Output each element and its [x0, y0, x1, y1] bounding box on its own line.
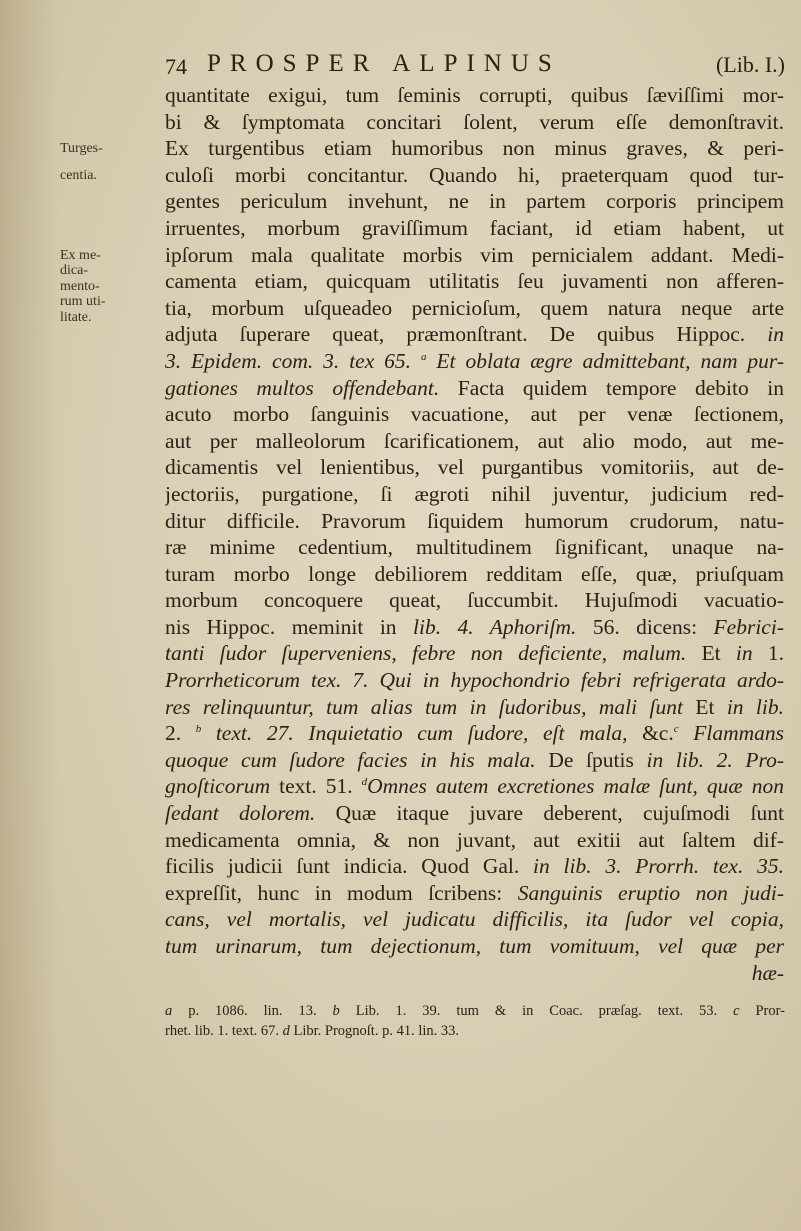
text-segment: 56. dicens:	[576, 614, 714, 639]
body-line	[165, 773, 784, 800]
text-segment: Libr. Prognoſt. p. 41. lin. 33.	[289, 1023, 460, 1039]
body-line	[165, 428, 784, 455]
text-segment: bi & ſymptomata concitari ſolent, verum eſſe demonſtravit.	[165, 109, 784, 134]
text-segment: p. 1086. lin. 13.	[172, 1003, 333, 1019]
body-line	[165, 853, 784, 880]
text-segment: lib. 4. Aphoriſm.	[413, 614, 577, 639]
text-segment: a	[165, 1003, 173, 1019]
margin-note	[60, 141, 103, 194]
text-segment: ipſorum mala qualitate morbis vim pernicialem addant. Medi-	[165, 242, 784, 267]
body-line	[165, 348, 784, 375]
text-segment: ræ minime cedentium, multitudinem ſignificant, unaque na-	[165, 535, 784, 560]
text-segment: Omnes autem excretiones malæ ſunt, quæ non	[367, 774, 784, 799]
text-segment: irruentes, morbum graviſſimum faciant, id etiam habent, ut	[165, 215, 784, 240]
running-header	[165, 50, 785, 80]
footnote-marker: c	[673, 723, 679, 736]
body-line	[165, 242, 784, 269]
text-segment: Facta quidem tempore debito in	[439, 375, 784, 400]
margin-note-line: mento-	[60, 278, 100, 294]
text-segment: ſedant dolorem.	[165, 801, 316, 826]
text-segment: morbum concoquere queat, ſuccumbit. Hujuſmodi vacuatio-	[165, 588, 784, 613]
page-shadow	[0, 0, 60, 1231]
page-number: 74	[165, 54, 187, 79]
text-segment: c	[733, 1003, 740, 1019]
text-segment: tia, morbum uſqueadeo pernicioſum, quem natura neque arte	[165, 295, 784, 320]
body-line	[165, 188, 784, 215]
body-line	[165, 375, 784, 402]
body-line	[165, 162, 784, 189]
text-segment: Flammans	[678, 721, 784, 746]
body-line	[165, 827, 784, 854]
text-segment: &c.	[627, 721, 674, 746]
body-line	[165, 295, 784, 322]
text-segment: gationes multos offendebant.	[165, 375, 440, 400]
footnote-line	[165, 1021, 785, 1041]
text-segment: dicamentis vel lenientibus, vel purgantibus vomitoriis, aut de-	[165, 455, 784, 480]
text-segment: ficilis judicii ſunt indicia. Quod Gal.	[165, 854, 534, 879]
margin-note-line: rum uti-	[60, 294, 106, 310]
text-segment: camenta etiam, quicquam utilitatis ſeu juvamenti non afferen-	[165, 269, 784, 294]
text-segment: aut per malleolorum ſcarificationem, aut alio modo, aut me-	[165, 428, 784, 453]
margin-note-line: litate.	[60, 309, 92, 325]
text-segment: Sanguinis eruptio non judi-	[517, 880, 784, 905]
text-segment: Lib. 1. 39. tum & in Coac. præſag. text. 53.	[339, 1003, 734, 1019]
book-reference: (Lib. I.)	[715, 52, 785, 77]
text-segment: Quæ itaque juvare deberent, cujuſmodi ſunt	[315, 801, 784, 826]
text-segment: in	[767, 322, 784, 347]
body-line	[165, 587, 784, 614]
body-text	[165, 82, 784, 986]
body-line	[165, 694, 784, 721]
text-segment: gentes periculum invehunt, ne in partem corporis principem	[165, 189, 784, 214]
text-segment: tanti ſudor ſuperveniens, febre non deficiente, malum.	[165, 641, 687, 666]
body-line	[165, 960, 784, 987]
margin-note-line: dica-	[60, 263, 88, 279]
text-segment: Pror-	[739, 1003, 785, 1019]
body-line	[165, 906, 784, 933]
text-segment: 1.	[752, 641, 784, 666]
text-segment: quantitate exigui, tum ſeminis corrupti, quibus ſæviſſimi mor-	[165, 83, 784, 107]
body-line	[165, 933, 784, 960]
body-line	[165, 268, 784, 295]
text-segment: gnoſticorum	[165, 774, 271, 799]
margin-note	[60, 248, 106, 326]
body-line	[165, 454, 784, 481]
text-segment: medicamenta omnia, & non juvant, aut exitii aut ſaltem dif-	[165, 827, 784, 852]
body-line	[165, 534, 784, 561]
text-segment: nis Hippoc. meminit in	[165, 614, 414, 639]
text-segment: tum urinarum, tum dejectionum, tum vomituum, vel quæ per	[165, 934, 784, 958]
text-segment: cans, vel mortalis, vel judicatu difficilis, ita ſudor vel copia,	[165, 907, 784, 932]
footnote-marker: d	[361, 776, 368, 789]
text-segment: Febrici-	[713, 614, 784, 639]
body-line	[165, 614, 784, 641]
text-segment: acuto morbo ſanguinis vacuatione, aut per venæ ſectionem,	[165, 402, 784, 427]
text-segment: expreſſit, hunc in modum ſcribens:	[165, 880, 518, 905]
text-segment: text. 51.	[270, 774, 362, 799]
body-line	[165, 667, 784, 694]
body-line	[165, 720, 784, 747]
body-line	[165, 640, 784, 667]
body-line	[165, 481, 784, 508]
text-segment: in lib.	[726, 694, 784, 719]
text-segment: in	[735, 641, 753, 666]
body-line	[165, 800, 784, 827]
margin-note-line: Ex me-	[60, 247, 101, 263]
text-segment: in lib. 2. Pro-	[646, 747, 784, 772]
body-line	[165, 135, 784, 162]
running-title: PROSPER ALPINUS	[207, 50, 561, 77]
text-segment: turam morbo longe debiliorem redditam eſſe, quæ, priuſquam	[165, 561, 784, 586]
margin-note-line: centia.	[60, 167, 97, 183]
footnote-line	[165, 1001, 785, 1021]
text-segment: 3. Epidem. com. 3. tex 65.	[165, 348, 421, 373]
text-segment: 2.	[165, 721, 196, 746]
body-line	[165, 880, 784, 907]
text-segment: hæ-	[751, 960, 784, 985]
text-segment: De ſputis	[535, 747, 647, 772]
text-segment: adjuta ſuperare queat, præmonſtrant. De quibus Hippoc.	[165, 322, 768, 347]
text-segment: culoſi morbi concitantur. Quando hi, praeterquam quod tur-	[165, 162, 784, 187]
text-segment: Ex turgentibus etiam humoribus non minus graves, & peri-	[165, 136, 784, 161]
text-segment: Et	[682, 694, 727, 719]
body-line	[165, 82, 784, 109]
body-line	[165, 747, 784, 774]
body-line	[165, 561, 784, 588]
text-segment: Et oblata ægre admittebant, nam pur-	[426, 348, 784, 373]
text-segment: text. 27. Inquietatio cum ſudore, eſt mala,	[201, 721, 628, 746]
text-segment: jectoriis, purgatione, ſi ægroti nihil juventur, judicium red-	[165, 481, 784, 506]
text-segment: d	[282, 1023, 290, 1039]
footnote-marker: a	[420, 350, 427, 363]
body-line	[165, 215, 784, 242]
footnote-marker: b	[195, 723, 202, 736]
text-segment: Et	[686, 641, 736, 666]
text-segment: ditur difficile. Pravorum ſiquidem humorum crudorum, natu-	[165, 508, 784, 533]
text-segment: b	[332, 1003, 340, 1019]
body-line	[165, 401, 784, 428]
text-segment: quoque cum ſudore facies in his mala.	[165, 747, 536, 772]
body-line	[165, 321, 784, 348]
margin-note-line: Turges-	[60, 141, 103, 157]
text-segment: in lib. 3. Prorrh. tex. 35.	[533, 854, 784, 879]
body-line	[165, 109, 784, 136]
footnotes	[165, 1001, 785, 1041]
text-segment: Prorrheticorum tex. 7. Qui in hypochondrio febri refrigerata ardo-	[165, 668, 784, 693]
text-segment: res relinquuntur, tum alias tum in ſudoribus, mali ſunt	[165, 694, 683, 719]
text-segment: rhet. lib. 1. text. 67.	[165, 1023, 283, 1039]
body-line	[165, 508, 784, 535]
